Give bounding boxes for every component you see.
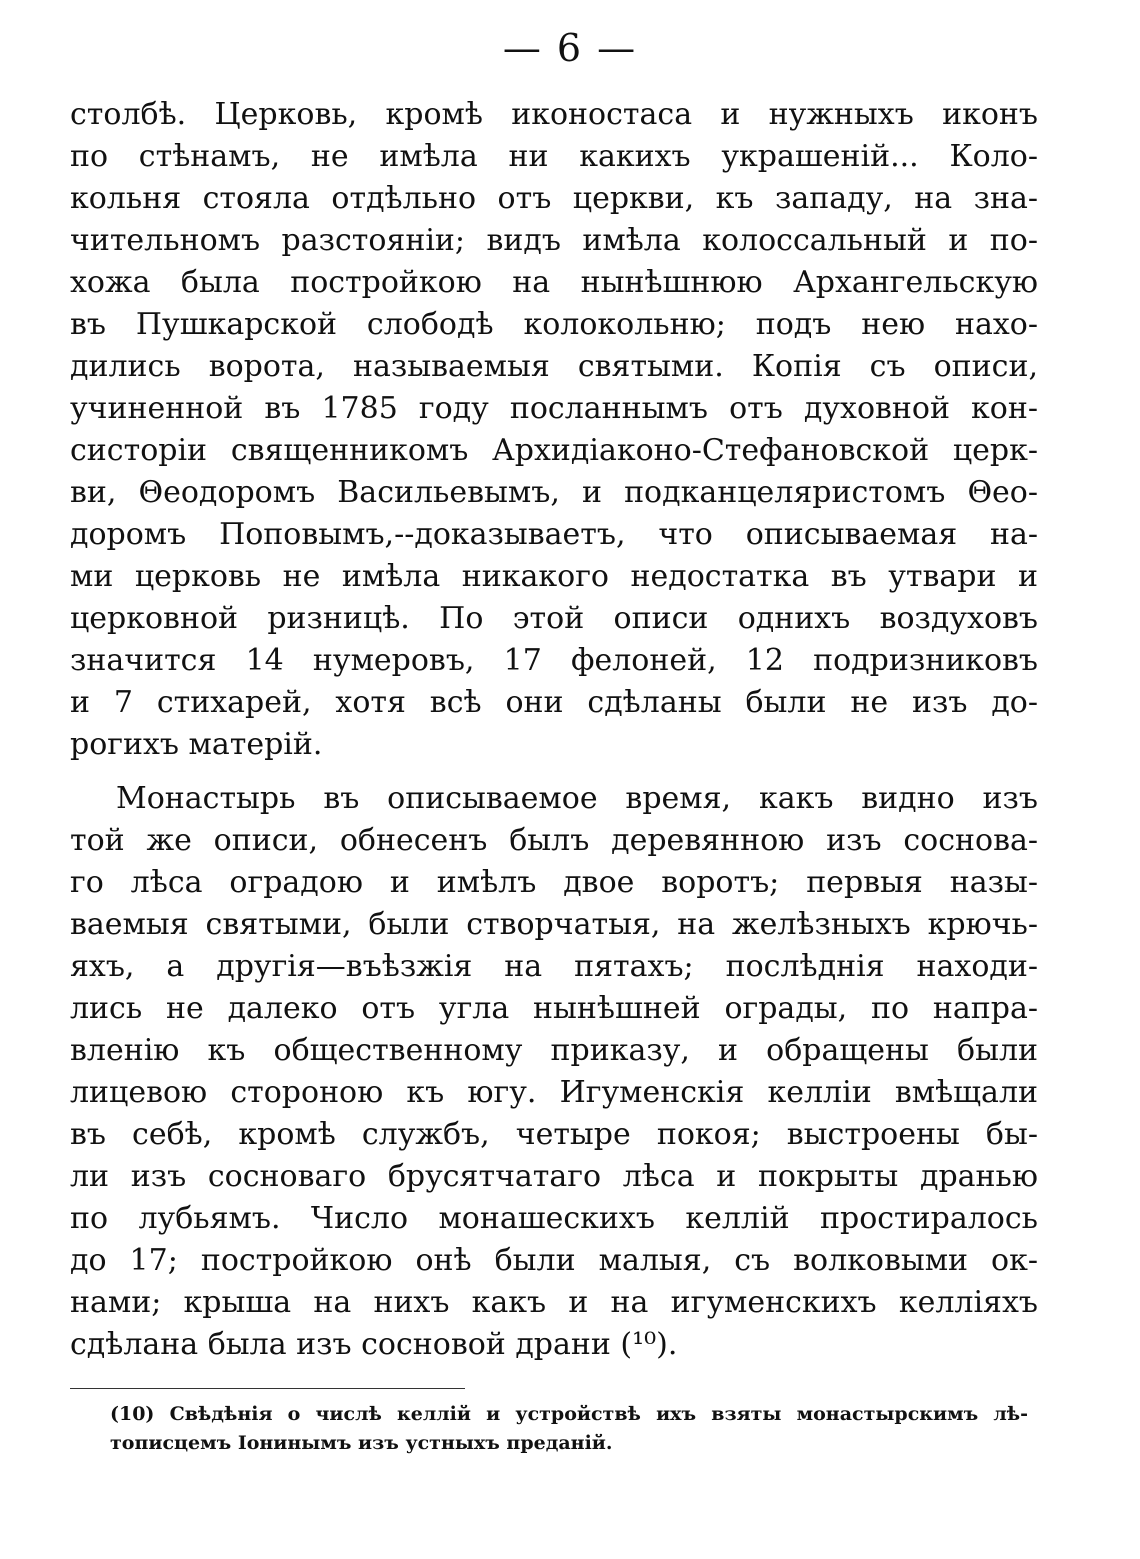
footnote — [110, 1400, 1028, 1458]
text-line: сдѣлана была изъ сосновой драни (¹⁰). — [70, 1327, 678, 1362]
text-line: той же описи, обнесенъ былъ деревянною изъ соснова- — [70, 823, 1038, 858]
text-line: въ себѣ, кромѣ службъ, четыре покоя; выстроены бы- — [70, 1117, 1038, 1152]
text-line: лицевою стороною къ югу. Игуменскiя келлiи вмѣщали — [70, 1075, 1038, 1110]
text-line: кольня стояла отдѣльно отъ церкви, къ западу, на зна- — [70, 181, 1038, 216]
text-line: ли изъ сосноваго брусятчатаго лѣса и покрыты дранью — [70, 1159, 1038, 1194]
text-line: по лубьямъ. Число монашескихъ келлiй простиралось — [70, 1201, 1038, 1236]
page-number: — 6 — — [502, 26, 638, 70]
text-line: церковной ризницѣ. По этой описи однихъ воздуховъ — [70, 601, 1038, 636]
text-line: ваемыя святыми, были створчатыя, на желѣзныхъ крючь- — [70, 907, 1038, 942]
text-line: рогихъ матерiй. — [70, 727, 323, 762]
footnote-line: (10) Свѣдѣнiя о числѣ келлiй и устройствѣ ихъ взяты монастырскимъ лѣ- — [110, 1403, 1028, 1425]
text-line: учиненной въ 1785 году посланнымъ отъ духовной кон- — [70, 391, 1038, 426]
footnote-line: тописцемъ Iонинымъ изъ устныхъ преданiй. — [110, 1432, 613, 1454]
text-line: вленiю къ общественному приказу, и обращены были — [70, 1033, 1038, 1068]
text-line: значится 14 нумеровъ, 17 фелоней, 12 подризниковъ — [70, 643, 1038, 678]
text-line: доромъ Поповымъ,--доказываетъ, что описываемая на- — [70, 517, 1038, 552]
text-line: по стѣнамъ, не имѣла ни какихъ украшенiй... Коло- — [70, 139, 1038, 174]
paragraph-2 — [70, 778, 1038, 1366]
footnote-divider — [70, 1388, 465, 1389]
text-line: яхъ, а другiя—въѣзжiя на пятахъ; послѣднiя находи- — [70, 949, 1038, 984]
text-line: до 17; постройкою онѣ были малыя, съ волковыми ок- — [70, 1243, 1038, 1278]
text-line: и 7 стихарей, хотя всѣ они сдѣланы были не изъ до- — [70, 685, 1038, 720]
text-line: систорiи священникомъ Архидiаконо-Стефановской церк- — [70, 433, 1038, 468]
text-line: го лѣса оградою и имѣлъ двое воротъ; первыя назы- — [70, 865, 1038, 900]
text-line: нами; крыша на нихъ какъ и на игуменскихъ келлiяхъ — [70, 1285, 1038, 1320]
text-line: Монастырь въ описываемое время, какъ видно изъ — [116, 781, 1038, 816]
text-line: хожа была постройкою на нынѣшнюю Архангельскую — [70, 265, 1038, 300]
text-line: ми церковь не имѣла никакого недостатка въ утвари и — [70, 559, 1038, 594]
text-line: въ Пушкарской слободѣ колокольню; подъ нею нахо- — [70, 307, 1038, 342]
paragraph-1 — [70, 94, 1038, 766]
text-line: ви, Θеодоромъ Васильевымъ, и подканцеляристомъ Θео- — [70, 475, 1038, 510]
text-line: дились ворота, называемыя святыми. Копiя съ описи, — [70, 349, 1038, 384]
text-line: чительномъ разстоянiи; видъ имѣла колоссальный и по- — [70, 223, 1038, 258]
text-line: столбѣ. Церковь, кромѣ иконостаса и нужныхъ иконъ — [70, 97, 1038, 132]
text-line: лись не далеко отъ угла нынѣшней ограды, по напра- — [70, 991, 1038, 1026]
